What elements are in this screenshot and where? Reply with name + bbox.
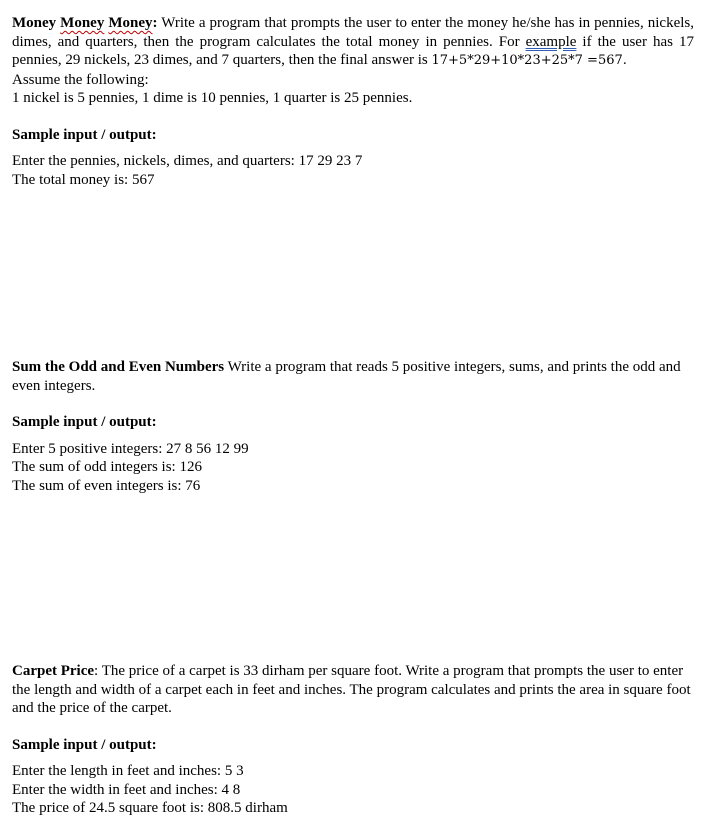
grammar-word: example xyxy=(525,33,577,50)
problem-money xyxy=(12,14,694,189)
document-page xyxy=(12,14,694,816)
io-line: The price of 24.5 square foot is: 808.5 dirham xyxy=(12,800,288,816)
io-line: The total money is: 567 xyxy=(12,171,155,188)
sample-heading: Sample input / output: xyxy=(12,736,157,753)
sample-io xyxy=(12,762,694,818)
spellcheck-word: Money xyxy=(108,15,153,31)
problem-carpet-statement: Carpet Price: The price of a carpet is 33 dirham per square foot. Write a program that prompts the user to enter the length and width of a carpet each in feet and inches. The program calculates and prints the area in square foot and the price of the carpet. xyxy=(12,663,691,716)
sample-io xyxy=(12,440,694,496)
io-line: The sum of even integers is: 76 xyxy=(12,477,201,494)
problem-odd-even-statement: Sum the Odd and Even Numbers Write a program that reads 5 positive integers, sums, and prints the odd and even integers. xyxy=(12,359,681,394)
assume-heading: Assume the following: xyxy=(12,71,149,88)
io-line: Enter the length in feet and inches: 5 3 xyxy=(12,763,244,779)
problem-money-title: Money Money Money: xyxy=(12,15,158,31)
sample-heading: Sample input / output: xyxy=(12,414,157,430)
io-line: Enter 5 positive integers: 27 8 56 12 99 xyxy=(12,440,249,457)
problem-carpet-title: Carpet Price xyxy=(12,663,95,679)
assume-text: 1 nickel is 5 pennies, 1 dime is 10 pennies, 1 quarter is 25 pennies. xyxy=(12,90,413,106)
problem-odd-even-title: Sum the Odd and Even Numbers xyxy=(12,359,225,375)
spellcheck-word: Money xyxy=(60,15,105,31)
io-line: The sum of odd integers is: 126 xyxy=(12,459,202,475)
formula: 17+5*29+10*23+25*7 =567. xyxy=(431,53,627,68)
problem-carpet xyxy=(12,662,694,818)
problem-odd-even xyxy=(12,358,694,495)
problem-money-statement: Money Money Money: Write a program that prompts the user to enter the money he/she has in pennies, nickels, dimes, and quarters, then the program calculates the total money in pennies. For example if the user has 17 pennies, 29 nickels, 23 dimes, and 7 quarters, then the final answer is 17+5*29+10*23+25*7 =567. xyxy=(12,15,694,68)
sample-io xyxy=(12,152,694,189)
sample-heading: Sample input / output: xyxy=(12,126,157,143)
io-line: Enter the pennies, nickels, dimes, and quarters: 17 29 23 7 xyxy=(12,153,363,169)
io-line: Enter the width in feet and inches: 4 8 xyxy=(12,781,241,798)
